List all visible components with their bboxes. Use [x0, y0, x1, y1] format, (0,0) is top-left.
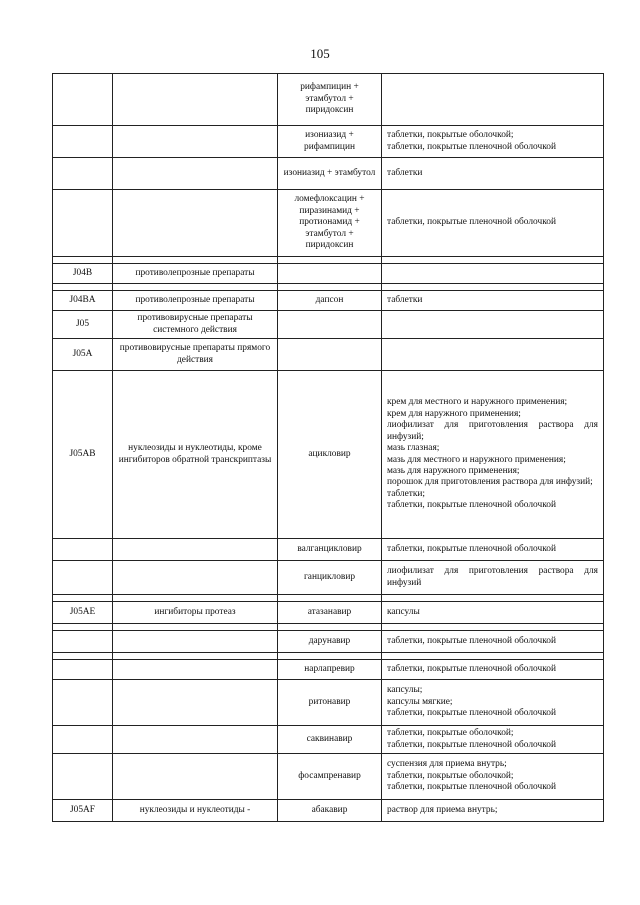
dosage-form-line: таблетки, покрытые пленочной оболочкой — [387, 141, 556, 152]
drug-name-cell: нарлапревир — [278, 660, 382, 680]
dosage-form-cell — [382, 339, 604, 371]
atc-code-cell: J05AB — [53, 371, 113, 539]
dosage-form-line: лиофилизат для приготовления раствора для инфузий; — [387, 420, 598, 442]
group-cell — [113, 126, 278, 158]
group-cell — [113, 561, 278, 595]
table-row — [53, 680, 604, 726]
dosage-form-cell — [382, 74, 604, 126]
dosage-form-cell — [382, 754, 604, 800]
dosage-form-line: таблетки, покрытые пленочной оболочкой — [387, 543, 556, 554]
group-cell: противовирусные препараты системного действия — [113, 311, 278, 339]
drug-table-body — [53, 74, 604, 822]
atc-code-cell: J05A — [53, 339, 113, 371]
atc-code-cell: J04B — [53, 264, 113, 284]
separator-cell — [278, 624, 382, 631]
table-row — [53, 754, 604, 800]
atc-code-cell — [53, 539, 113, 561]
dosage-form-cell — [382, 631, 604, 653]
drug-name-cell: дапсон — [278, 291, 382, 311]
dosage-form-cell — [382, 126, 604, 158]
separator-cell — [53, 653, 113, 660]
drug-name-cell: ритонавир — [278, 680, 382, 726]
separator-row — [53, 257, 604, 264]
dosage-form-cell — [382, 800, 604, 822]
separator-row — [53, 653, 604, 660]
atc-code-cell: J04BA — [53, 291, 113, 311]
dosage-form-line: таблетки — [387, 167, 423, 178]
separator-cell — [382, 257, 604, 264]
dosage-form-line: таблетки, покрытые пленочной оболочкой — [387, 782, 556, 793]
atc-code-cell — [53, 158, 113, 190]
dosage-form-line: таблетки, покрытые оболочкой; — [387, 130, 514, 141]
group-cell: ингибиторы протеаз — [113, 602, 278, 624]
drug-name-cell: валганцикловир — [278, 539, 382, 561]
group-cell — [113, 726, 278, 754]
drug-name-cell — [278, 311, 382, 339]
dosage-form-cell — [382, 561, 604, 595]
dosage-form-line: мазь для наружного применения; — [387, 465, 520, 476]
table-row — [53, 602, 604, 624]
table-row — [53, 311, 604, 339]
dosage-form-line: капсулы мягкие; — [387, 696, 453, 707]
dosage-form-line: крем для наружного применения; — [387, 408, 521, 419]
separator-cell — [113, 653, 278, 660]
dosage-form-line: раствор для приема внутрь; — [387, 804, 498, 815]
atc-code-cell — [53, 126, 113, 158]
separator-cell — [278, 284, 382, 291]
separator-row — [53, 595, 604, 602]
drug-name-cell — [278, 264, 382, 284]
group-cell: противовирусные препараты прямого действия — [113, 339, 278, 371]
atc-code-cell — [53, 754, 113, 800]
dosage-form-cell — [382, 291, 604, 311]
atc-code-cell — [53, 726, 113, 754]
group-cell — [113, 74, 278, 126]
table-row — [53, 190, 604, 257]
dosage-form-line: порошок для приготовления раствора для инфузий; — [387, 477, 593, 488]
separator-cell — [53, 624, 113, 631]
separator-cell — [382, 624, 604, 631]
group-cell: противолепрозные препараты — [113, 291, 278, 311]
dosage-form-cell — [382, 264, 604, 284]
table-row — [53, 631, 604, 653]
drug-name-cell: изониазид + рифампицин — [278, 126, 382, 158]
drug-name-cell: дарунавир — [278, 631, 382, 653]
dosage-form-line: таблетки, покрытые пленочной оболочкой — [387, 500, 556, 511]
dosage-form-cell — [382, 158, 604, 190]
table-row — [53, 126, 604, 158]
group-cell: нуклеозиды и нуклеотиды - — [113, 800, 278, 822]
separator-cell — [113, 595, 278, 602]
dosage-form-line: капсулы — [387, 606, 420, 617]
table-row — [53, 158, 604, 190]
dosage-form-cell — [382, 602, 604, 624]
dosage-form-line: мазь глазная; — [387, 443, 440, 454]
drug-name-cell — [278, 339, 382, 371]
dosage-form-cell — [382, 660, 604, 680]
drug-name-cell: ацикловир — [278, 371, 382, 539]
dosage-form-cell — [382, 311, 604, 339]
atc-code-cell — [53, 74, 113, 126]
drug-name-cell: фосампренавир — [278, 754, 382, 800]
dosage-form-cell — [382, 190, 604, 257]
drug-name-cell: рифампицин + этамбутол + пиридоксин — [278, 74, 382, 126]
dosage-form-line: лиофилизат для приготовления раствора для инфузий — [387, 566, 598, 588]
table-row — [53, 339, 604, 371]
table-row — [53, 74, 604, 126]
separator-row — [53, 284, 604, 291]
separator-cell — [113, 284, 278, 291]
drug-name-cell: саквинавир — [278, 726, 382, 754]
group-cell — [113, 190, 278, 257]
dosage-form-line: капсулы; — [387, 685, 423, 696]
dosage-form-line: таблетки, покрытые пленочной оболочкой — [387, 635, 556, 646]
atc-code-cell — [53, 680, 113, 726]
table-row — [53, 726, 604, 754]
separator-cell — [278, 257, 382, 264]
atc-code-cell: J05AF — [53, 800, 113, 822]
table-row — [53, 561, 604, 595]
table-row — [53, 291, 604, 311]
group-cell — [113, 754, 278, 800]
drug-name-cell: абакавир — [278, 800, 382, 822]
separator-cell — [53, 257, 113, 264]
drug-name-cell: изониазид + этамбутол — [278, 158, 382, 190]
separator-cell — [382, 653, 604, 660]
dosage-form-line: таблетки, покрытые пленочной оболочкой — [387, 739, 556, 750]
group-cell — [113, 680, 278, 726]
dosage-form-line: суспензия для приема внутрь; — [387, 759, 507, 770]
dosage-form-cell — [382, 726, 604, 754]
drug-table — [52, 73, 604, 822]
separator-cell — [382, 595, 604, 602]
group-cell: противолепрозные препараты — [113, 264, 278, 284]
dosage-form-line: крем для местного и наружного применения; — [387, 397, 568, 408]
atc-code-cell — [53, 660, 113, 680]
dosage-form-line: таблетки — [387, 294, 423, 305]
separator-cell — [113, 624, 278, 631]
table-row — [53, 660, 604, 680]
group-cell — [113, 158, 278, 190]
dosage-form-cell — [382, 680, 604, 726]
atc-code-cell — [53, 190, 113, 257]
page-number: 105 — [310, 46, 330, 61]
dosage-form-line: таблетки, покрытые оболочкой; — [387, 728, 514, 739]
dosage-form-line: мазь для местного и наружного применения; — [387, 454, 566, 465]
dosage-form-cell — [382, 371, 604, 539]
group-cell: нуклеозиды и нуклеотиды, кроме ингибиторов обратной транскриптазы — [113, 371, 278, 539]
atc-code-cell — [53, 631, 113, 653]
table-row — [53, 800, 604, 822]
separator-cell — [278, 653, 382, 660]
table-row — [53, 539, 604, 561]
dosage-form-line: таблетки, покрытые пленочной оболочкой — [387, 217, 556, 228]
table-row — [53, 264, 604, 284]
drug-name-cell: ганцикловир — [278, 561, 382, 595]
dosage-form-line: таблетки; — [387, 488, 426, 499]
group-cell — [113, 631, 278, 653]
dosage-form-line: таблетки, покрытые пленочной оболочкой — [387, 708, 556, 719]
drug-name-cell: ломефлоксацин + пиразинамид + протионамид + этамбутол + пиридоксин — [278, 190, 382, 257]
atc-code-cell: J05AE — [53, 602, 113, 624]
separator-cell — [53, 284, 113, 291]
atc-code-cell — [53, 561, 113, 595]
group-cell — [113, 660, 278, 680]
separator-row — [53, 624, 604, 631]
separator-cell — [53, 595, 113, 602]
dosage-form-line: таблетки, покрытые пленочной оболочкой — [387, 663, 556, 674]
separator-cell — [113, 257, 278, 264]
separator-cell — [278, 595, 382, 602]
drug-name-cell: атазанавир — [278, 602, 382, 624]
dosage-form-cell — [382, 539, 604, 561]
separator-cell — [382, 284, 604, 291]
dosage-form-line: таблетки, покрытые оболочкой; — [387, 770, 514, 781]
group-cell — [113, 539, 278, 561]
table-row — [53, 371, 604, 539]
atc-code-cell: J05 — [53, 311, 113, 339]
